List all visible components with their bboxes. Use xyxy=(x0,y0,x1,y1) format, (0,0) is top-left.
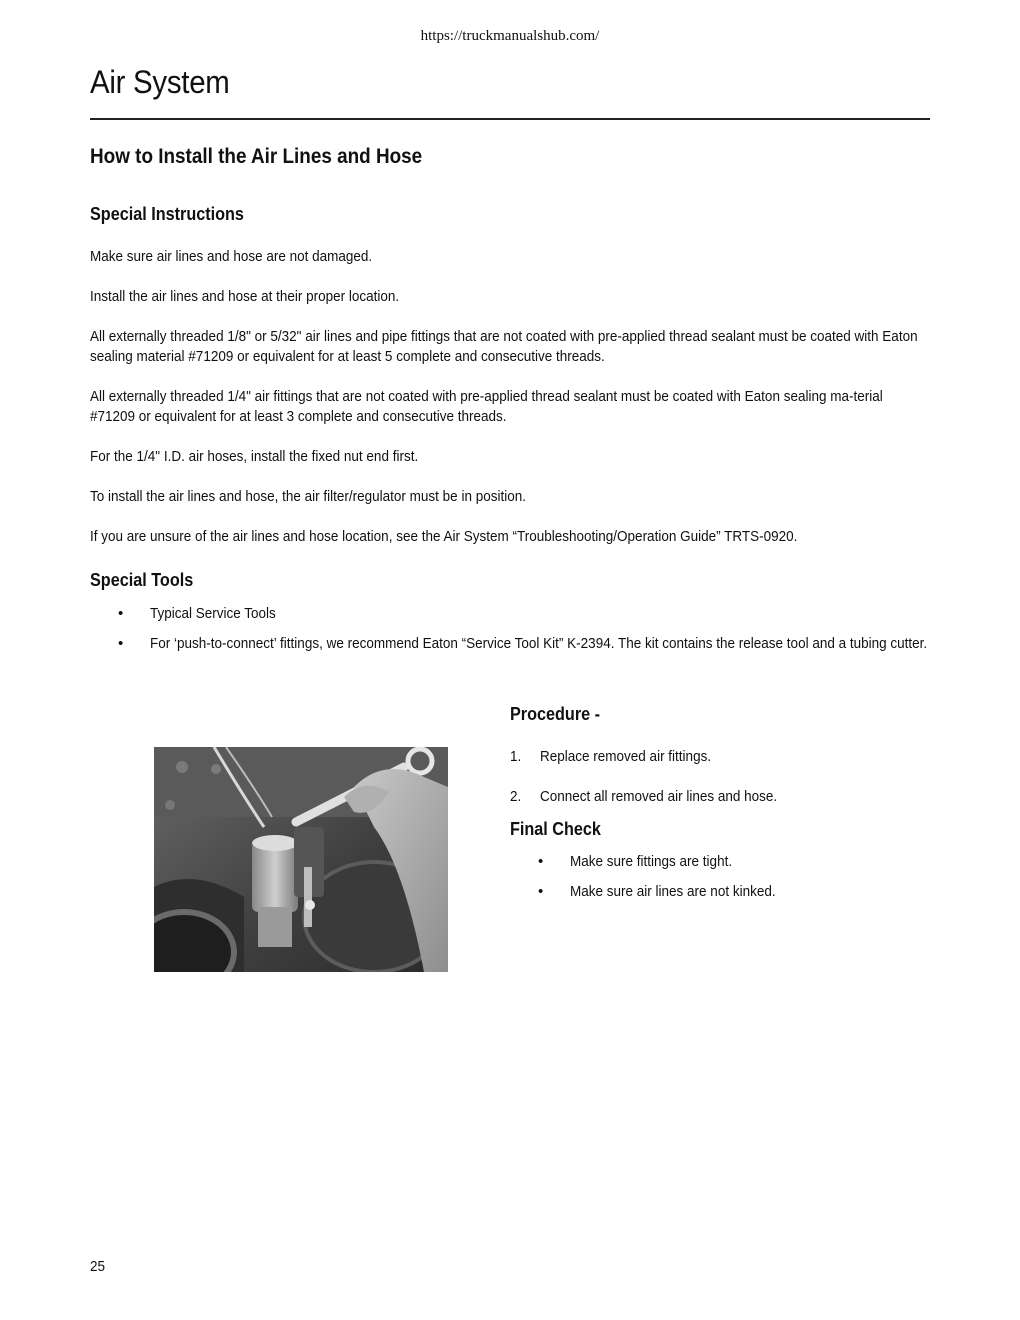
final-check-item: Make sure fittings are tight. xyxy=(570,853,733,870)
instruction-paragraph: If you are unsure of the air lines and hose location, see the Air System “Troubleshooting/Operation Guide” TRTS-0920. xyxy=(90,528,798,545)
procedure-step-number: 1. xyxy=(510,748,522,765)
section-title: Air System xyxy=(90,64,230,100)
instruction-paragraph: For the 1/4" I.D. air hoses, install the fixed nut end first. xyxy=(90,448,419,465)
instruction-paragraph: Install the air lines and hose at their proper location. xyxy=(90,288,400,305)
instruction-paragraph: To install the air lines and hose, the air filter/regulator must be in position. xyxy=(90,488,526,505)
tool-list-item: Typical Service Tools xyxy=(150,605,276,622)
procedure-step-number: 2. xyxy=(510,788,522,805)
bullet-icon: • xyxy=(538,853,544,870)
instruction-paragraph: Make sure air lines and hose are not damaged. xyxy=(90,248,373,265)
instruction-paragraph: All externally threaded 1/8" or 5/32" air lines and pipe fittings that are not coated with pre-applied thread sealant must be coated with Eaton sealing material #71209 or equivalent for at least 5 complete and consecutive threads. xyxy=(90,328,918,365)
instruction-paragraph: All externally threaded 1/4" air fittings that are not coated with pre-applied thread sealant must be coated with Eaton sealing ma-terial #71209 or equivalent for at least 3 complete and consecutive threads. xyxy=(90,388,883,425)
bullet-icon: • xyxy=(118,605,124,622)
procedure-step: Connect all removed air lines and hose. xyxy=(540,788,778,805)
tool-list-item: For ‘push-to-connect’ fittings, we recommend Eaton “Service Tool Kit” K-2394. The kit contains the release tool and a tubing cutter. xyxy=(150,635,928,652)
procedure-heading: Procedure - xyxy=(510,704,601,724)
special-instructions-heading: Special Instructions xyxy=(90,204,244,224)
bullet-icon: • xyxy=(538,883,544,900)
bullet-icon: • xyxy=(118,635,124,652)
source-url[interactable]: https://truckmanualshub.com/ xyxy=(420,28,600,44)
page-number: 25 xyxy=(90,1258,106,1275)
procedure-step: Replace removed air fittings. xyxy=(540,748,712,765)
title-divider xyxy=(90,118,930,120)
final-check-item: Make sure air lines are not kinked. xyxy=(570,883,776,900)
photo-illustration xyxy=(154,747,448,972)
fitting-installation-photo xyxy=(154,747,448,972)
final-check-heading: Final Check xyxy=(510,819,601,839)
special-tools-heading: Special Tools xyxy=(90,570,194,590)
main-heading: How to Install the Air Lines and Hose xyxy=(90,145,423,168)
